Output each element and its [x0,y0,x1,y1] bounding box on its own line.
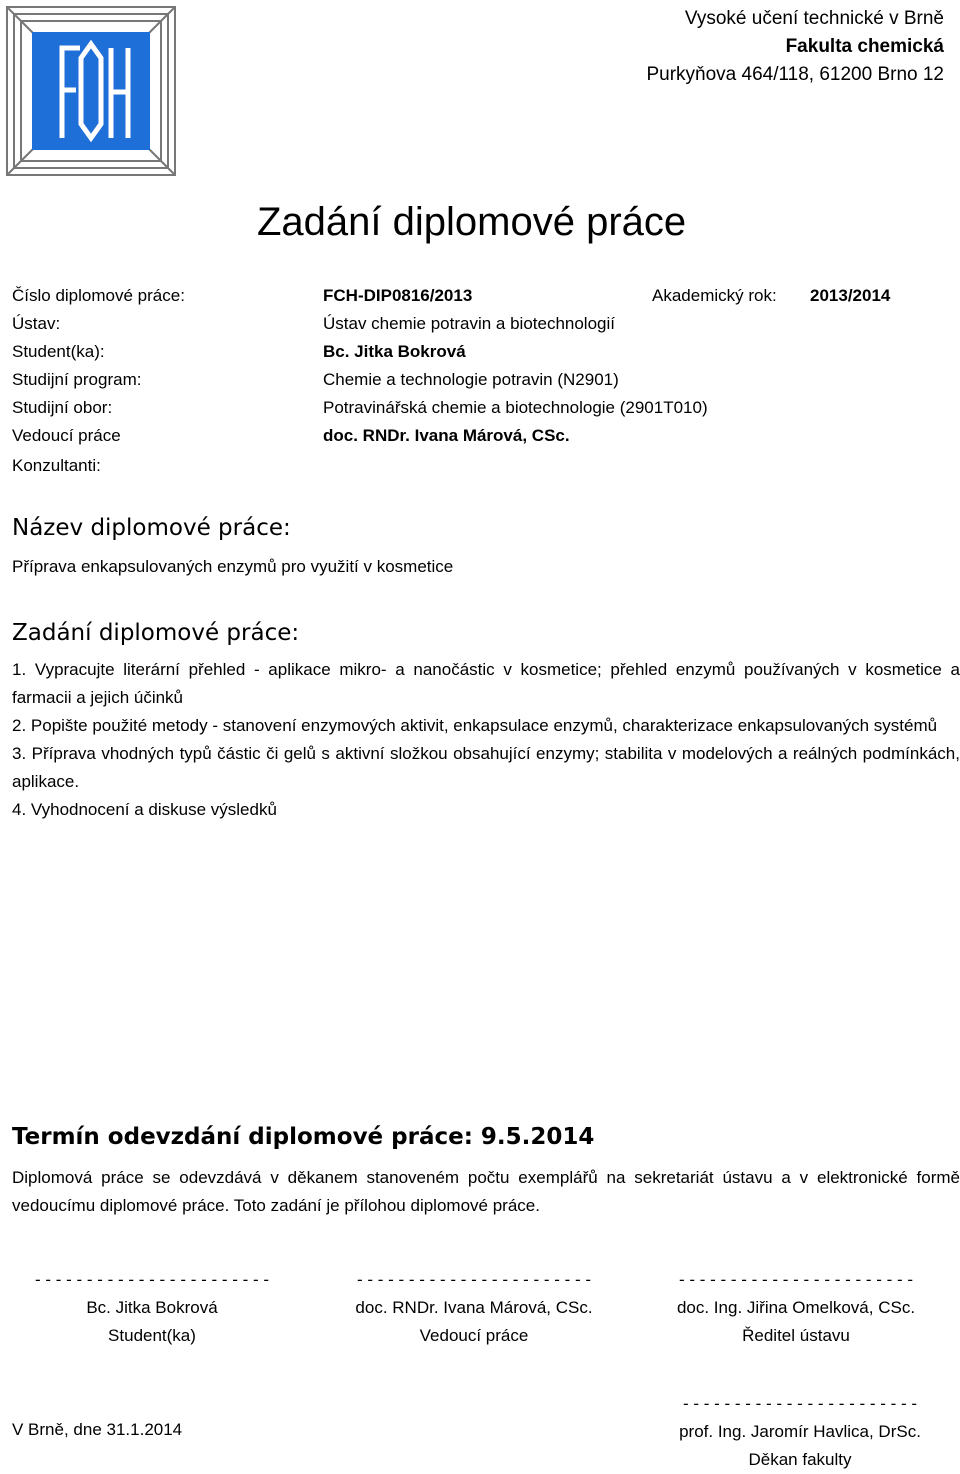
submission-note: Diplomová práce se odevzdává v děkanem stanoveném počtu exemplářů na sekretariát ústavu a v elektronické formě vedoucímu diplomové práce. Toto zadání je přílohou diplomové práce. [12,1168,960,1215]
thesis-title: Příprava enkapsulovaných enzymů pro využití v kosmetice [12,557,454,576]
page-title: Zadání diplomové práce [257,200,687,244]
deadline-heading: Termín odevzdání diplomové práce: 9.5.2014 [12,1124,595,1150]
thesis-number-label: Číslo diplomové práce: [12,286,185,305]
signature-dean [660,1390,940,1474]
student-value: Bc. Jitka Bokrová [323,342,466,361]
university-name: Vysoké učení technické v Brně [684,8,944,29]
student-label: Student(ka): [12,342,105,361]
faculty-name: Fakulta chemická [785,36,944,57]
academic-year-label: Akademický rok: [652,286,777,305]
program-value: Chemie a technologie potravin (N2901) [323,370,619,389]
place-date: V Brně, dne 31.1.2014 [12,1420,183,1439]
assignment-item: 1. Vypracujte literární přehled - aplikace mikro- a nanočástic v kosmetice; přehled enzymů používaných v kosmetice a farmacii a jejich účinků [12,660,960,707]
signature-line: - - - - - - - - - - - - - - - - - - - - - - - [356,1270,592,1289]
signature-line: - - - - - - - - - - - - - - - - - - - - - - - [678,1270,914,1289]
thesis-title-heading: Název diplomové práce: [12,515,291,541]
assignment-heading: Zadání diplomové práce: [12,620,300,646]
assignment-item: 2. Popište použité metody - stanovení enzymových aktivit, enkapsulace enzymů, charakterizace enkapsulovaných systémů [12,716,938,735]
field-label: Studijní obor: [12,398,113,417]
signature-role: Student(ka) [108,1326,196,1345]
institute-label: Ústav: [12,314,61,333]
signature-role: Ředitel ústavu [742,1326,850,1345]
supervisor-label: Vedoucí práce [12,426,121,445]
faculty-address: Purkyňova 464/118, 61200 Brno 12 [646,64,944,85]
assignment-item: 4. Vyhodnocení a diskuse výsledků [12,800,277,819]
assignment-item: 3. Příprava vhodných typů částic či gelů s aktivní složkou obsahující enzymy; stabilita v modelových a reálných podmínkách, aplikace. [12,744,960,791]
signature-line: - - - - - - - - - - - - - - - - - - - - - - - [34,1270,270,1289]
institute-value: Ústav chemie potravin a biotechnologií [323,314,615,333]
thesis-number-value: FCH-DIP0816/2013 [323,286,473,305]
signature-role: Děkan fakulty [748,1450,852,1469]
signature-role: Vedoucí práce [419,1326,529,1345]
signature-head [656,1266,936,1350]
program-label: Studijní program: [12,370,142,389]
signature-supervisor [334,1266,614,1350]
signature-name: doc. Ing. Jiřina Omelková, CSc. [676,1298,916,1317]
signature-name: prof. Ing. Jaromír Havlica, DrSc. [679,1422,921,1441]
consultants-label: Konzultanti: [12,456,101,475]
assignment-list [12,656,960,824]
signature-line: - - - - - - - - - - - - - - - - - - - - - - - [682,1394,918,1413]
supervisor-value: doc. RNDr. Ivana Márová, CSc. [323,426,570,445]
field-value: Potravinářská chemie a biotechnologie (2901T010) [323,398,708,417]
signature-student [12,1266,292,1350]
faculty-logo [6,6,176,176]
academic-year-value: 2013/2014 [810,286,891,305]
signature-name: Bc. Jitka Bokrová [86,1298,218,1317]
signature-name: doc. RNDr. Ivana Márová, CSc. [355,1298,593,1317]
